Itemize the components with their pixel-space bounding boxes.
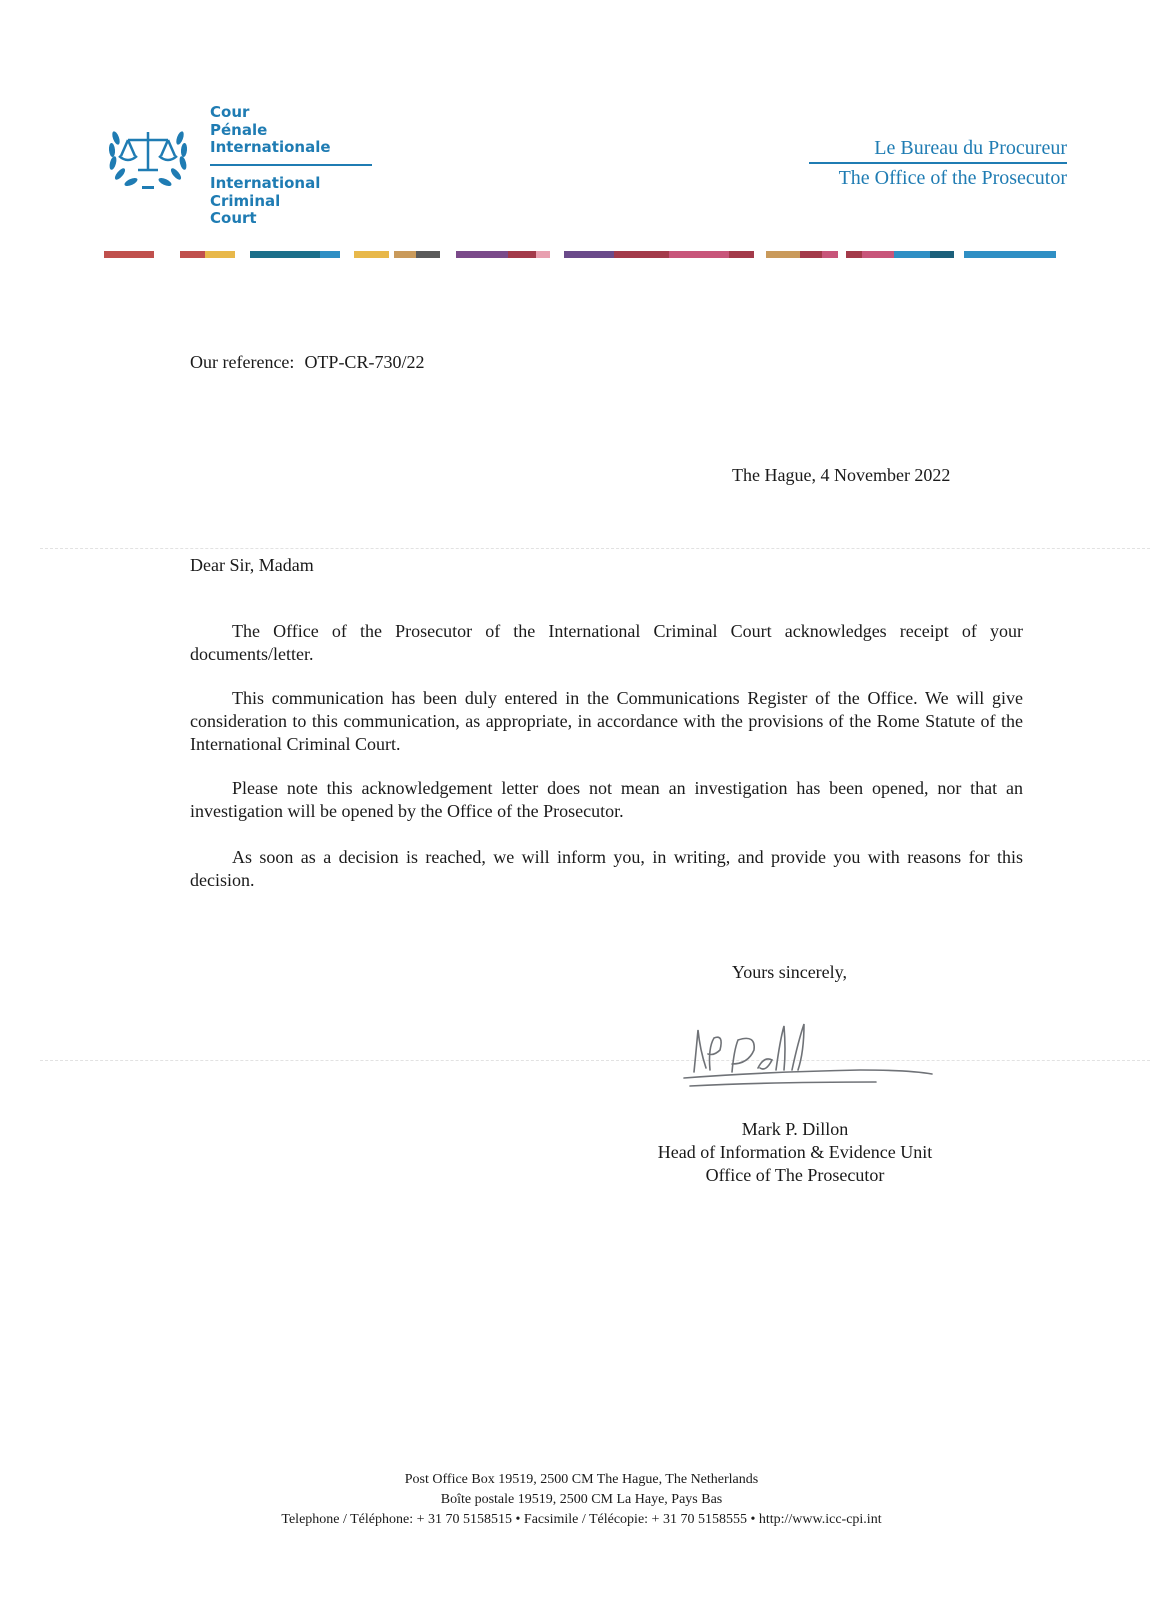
reference-value: OTP-CR-730/22 <box>304 352 425 372</box>
color-bar-segment <box>669 251 729 258</box>
color-bar-segment <box>180 251 205 258</box>
letter-date: The Hague, 4 November 2022 <box>732 465 951 485</box>
color-bar-segment <box>416 251 440 258</box>
icc-scales-emblem-icon <box>104 118 192 196</box>
color-bar-segment <box>536 251 550 258</box>
closing-line: Yours sincerely, <box>732 962 847 982</box>
fold-line <box>40 1060 1150 1061</box>
color-bar-segment <box>930 251 954 258</box>
logo-name-english <box>210 175 320 228</box>
logo-line: International <box>210 174 321 192</box>
footer-line: Telephone / Téléphone: + 31 70 5158515 • Facsimile / Télécopie: + 31 70 5158555 • http://www.icc-cpi.int <box>281 1512 882 1527</box>
color-bar-segment <box>894 251 930 258</box>
color-bar-segment <box>250 251 320 258</box>
logo-line: Criminal <box>210 191 281 210</box>
body-paragraph: Please note this acknowledgement letter does not mean an investigation has been opened, nor that an investigation will be opened by the Office of the Prosecutor. <box>190 778 1023 821</box>
salutation: Dear Sir, Madam <box>190 555 314 575</box>
office-divider <box>809 162 1067 164</box>
signatory-title: Head of Information & Evidence Unit <box>657 1142 933 1162</box>
office-name-french: Le Bureau du Procureur <box>874 137 1067 159</box>
color-bar-segment <box>862 251 894 258</box>
body-paragraph: The Office of the Prosecutor of the International Criminal Court acknowledges receipt of your documents/letter. <box>190 621 1023 664</box>
footer-line: Boîte postale 19519, 2500 CM La Haye, Pays Bas <box>440 1492 723 1507</box>
color-bar-segment <box>205 251 235 258</box>
body-paragraph: As soon as a decision is reached, we will inform you, in writing, and provide you with reasons for this decision. <box>190 847 1023 890</box>
color-bar-segment <box>508 251 536 258</box>
logo-line: Court <box>210 209 257 227</box>
decorative-color-bar <box>104 251 1074 258</box>
color-bar-segment <box>104 251 154 258</box>
color-bar-segment <box>354 251 389 258</box>
color-bar-segment <box>846 251 862 258</box>
signatory-name: Mark P. Dillon <box>741 1119 849 1139</box>
reference-line <box>190 352 424 373</box>
handwritten-signature <box>680 1020 950 1095</box>
color-bar-segment <box>822 251 838 258</box>
logo-name-french <box>210 104 331 157</box>
logo-line: Internationale <box>210 138 331 156</box>
logo-line: Pénale <box>210 120 268 139</box>
signatory-block <box>620 1118 970 1187</box>
color-bar-segment <box>394 251 416 258</box>
color-bar-segment <box>320 251 340 258</box>
reference-label: Our reference: <box>190 352 295 372</box>
color-bar-segment <box>729 251 754 258</box>
color-bar-segment <box>800 251 822 258</box>
color-bar-segment <box>456 251 508 258</box>
color-bar-segment <box>564 251 614 258</box>
logo-line: Cour <box>210 103 250 121</box>
color-bar-segment <box>766 251 800 258</box>
body-paragraph: This communication has been duly entered in the Communications Register of the Office. We will give consideration to this communication, as appropriate, in accordance with the provisions of the Rome Statute of the International Criminal Court. <box>190 688 1023 754</box>
color-bar-segment <box>964 251 1056 258</box>
logo-divider <box>210 164 372 166</box>
color-bar-segment <box>614 251 669 258</box>
fold-line <box>40 548 1150 549</box>
office-name-english: The Office of the Prosecutor <box>838 167 1067 189</box>
footer-line: Post Office Box 19519, 2500 CM The Hague, The Netherlands <box>404 1472 759 1487</box>
footer-address <box>0 1470 1163 1530</box>
signatory-office: Office of The Prosecutor <box>705 1165 885 1185</box>
